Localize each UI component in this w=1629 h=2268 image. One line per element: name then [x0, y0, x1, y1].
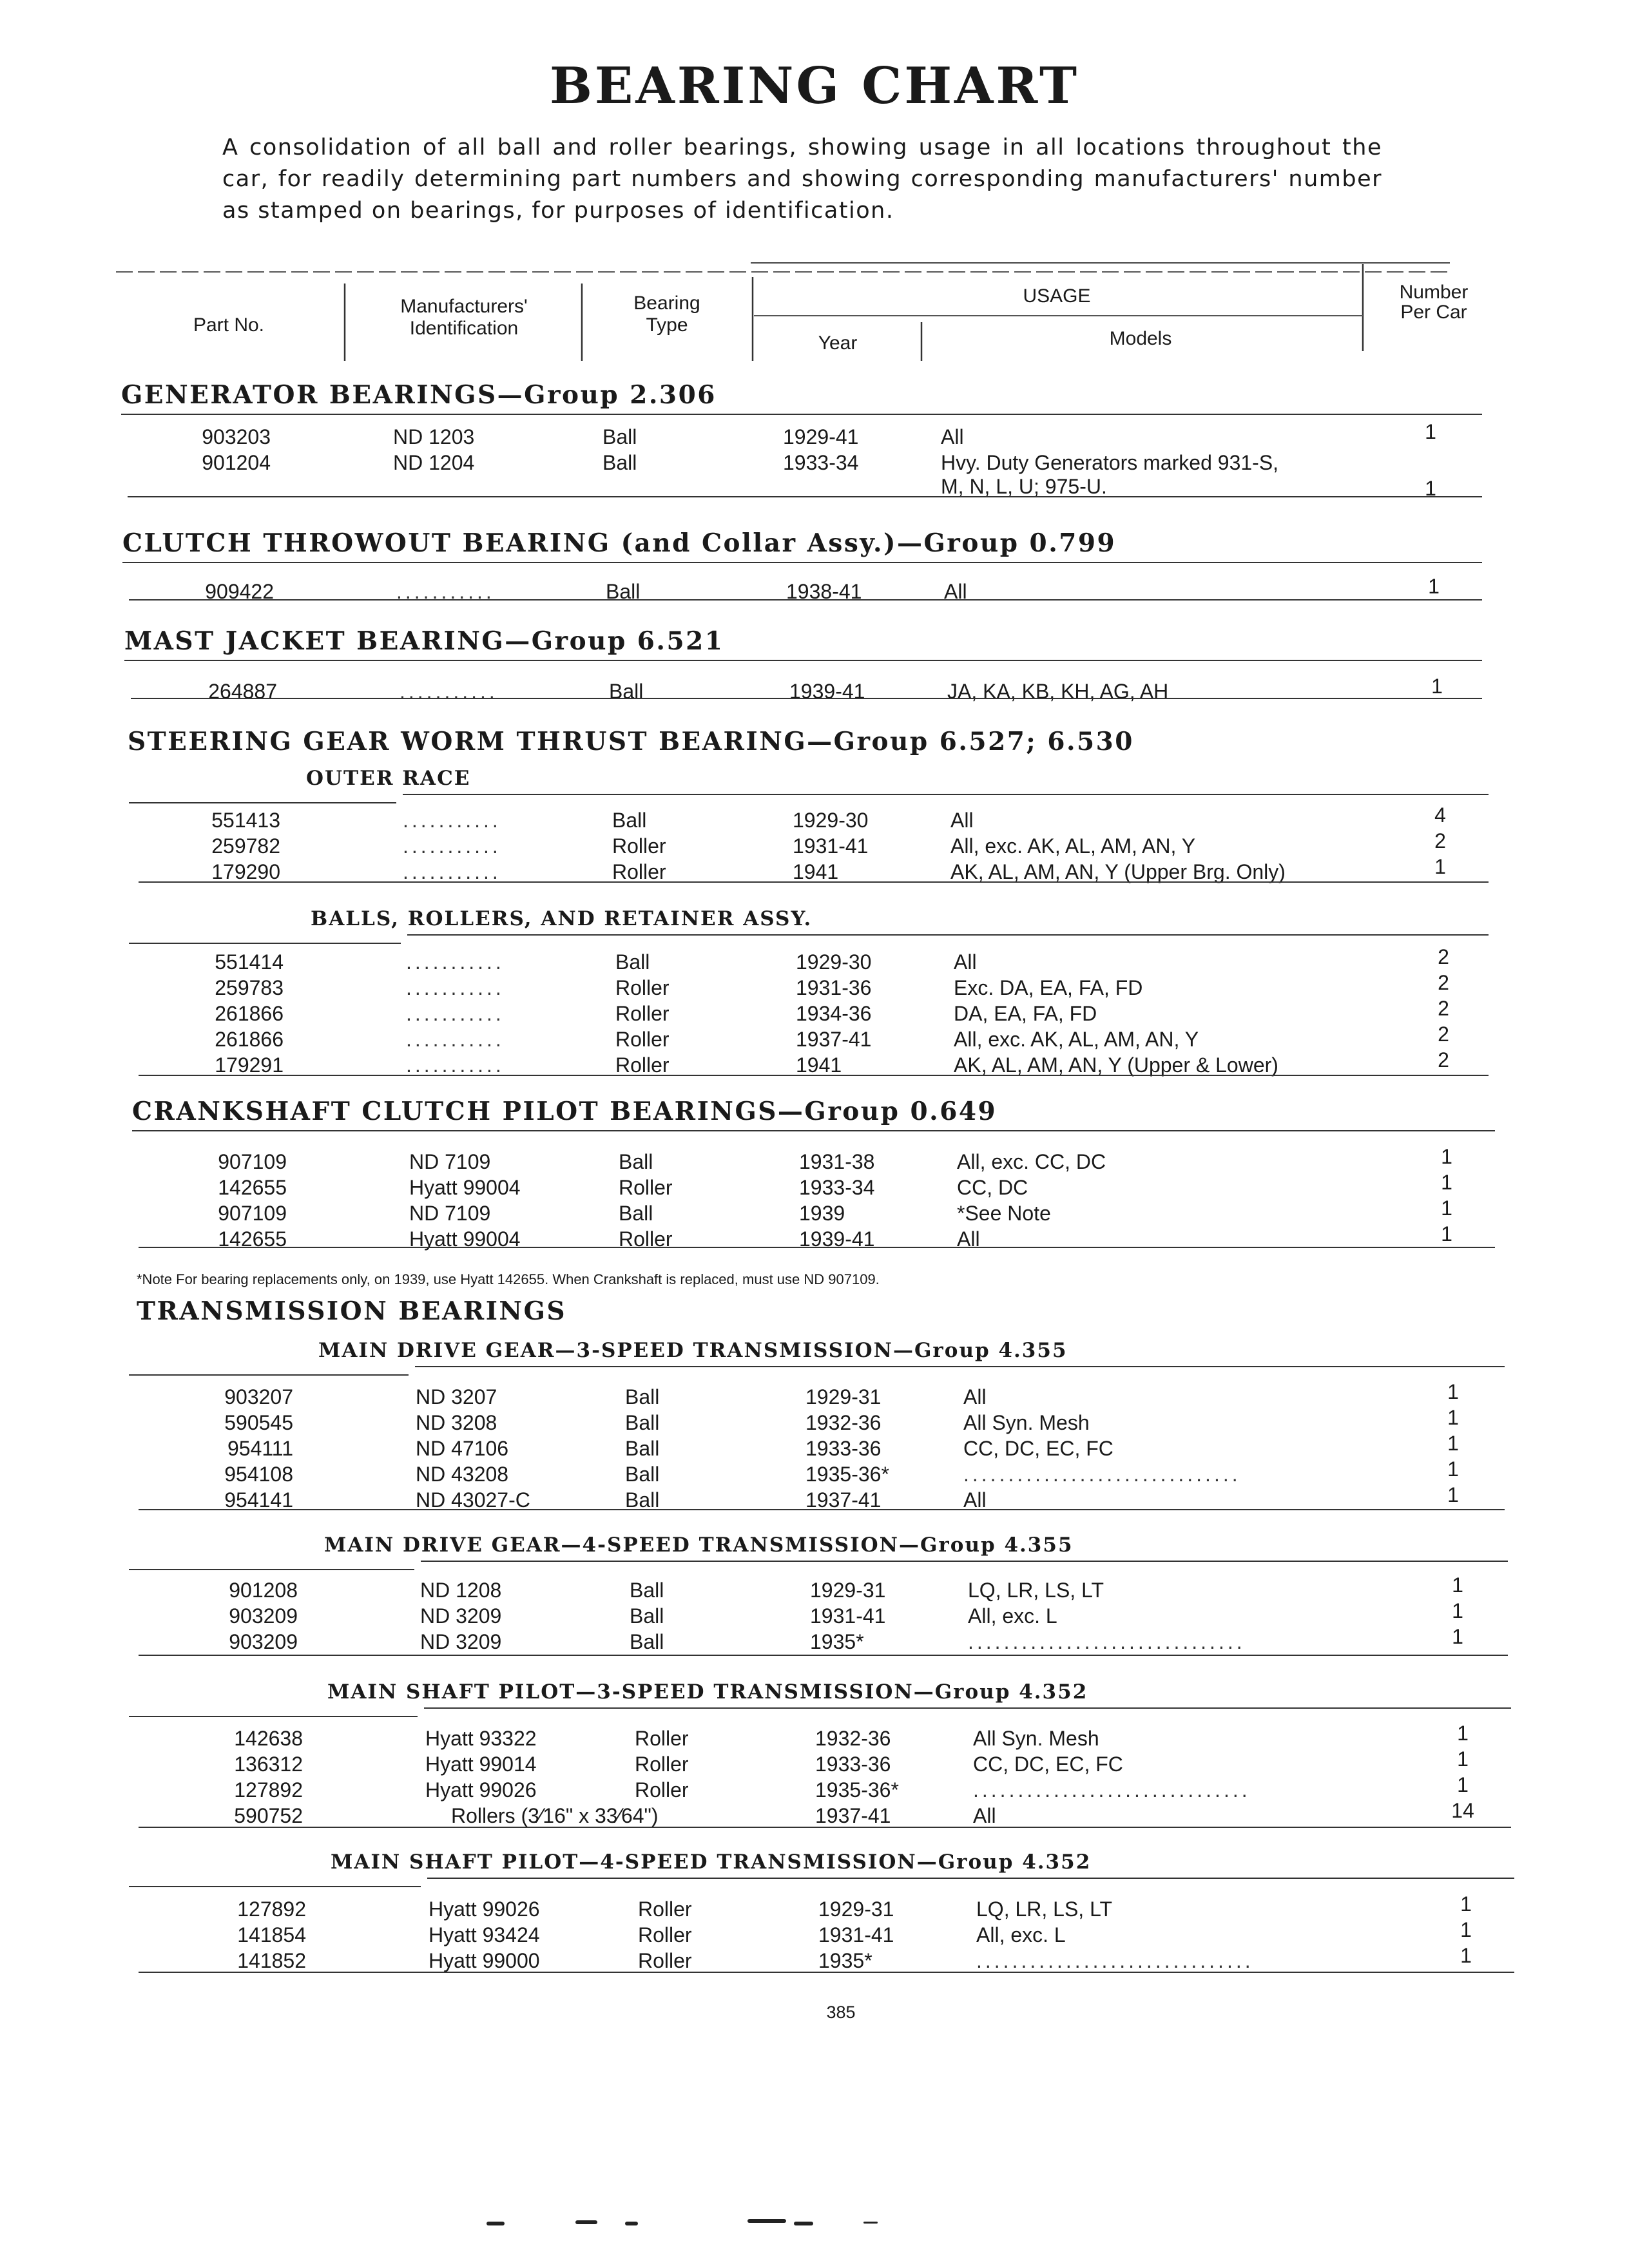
bearing-type-cell: Roller	[638, 1898, 692, 1921]
section-rule	[129, 1374, 409, 1376]
manufacturer-id-cell: ND 3209	[420, 1604, 502, 1628]
table-row	[0, 1432, 1629, 1463]
year-cell: 1931-36	[796, 976, 872, 999]
number-per-car-cell: 1	[1425, 477, 1436, 500]
number-per-car-cell: 1	[1457, 1722, 1469, 1745]
part-number-cell: 179291	[215, 1053, 284, 1077]
section-rule	[139, 1247, 1495, 1248]
manufacturer-id-cell: ...........	[400, 680, 498, 703]
manufacturer-id-cell: ND 1203	[393, 425, 475, 448]
models-cell: DA, EA, FA, FD	[954, 1002, 1097, 1025]
table-row	[0, 1599, 1629, 1630]
header-identification: Identification	[409, 318, 519, 339]
models-cell: ...............................	[976, 1949, 1254, 1972]
bearing-type-cell: Roller	[635, 1778, 689, 1802]
part-number-cell: 551413	[211, 809, 280, 832]
scan-mark	[794, 2222, 813, 2225]
table-row	[0, 945, 1629, 976]
manufacturer-id-cell: ND 3209	[420, 1630, 502, 1653]
year-cell: 1939	[799, 1202, 845, 1225]
bearing-type-cell: Ball	[625, 1463, 660, 1486]
number-per-car-cell: 1	[1447, 1432, 1459, 1455]
models-cell: All	[941, 425, 964, 448]
subsection-title: MAIN SHAFT PILOT—3-SPEED TRANSMISSION—Group 4.352	[327, 1680, 1088, 1704]
manufacturer-id-cell: Hyatt 99004	[409, 1176, 521, 1199]
table-row	[0, 575, 1629, 606]
models-cell: All	[950, 809, 974, 832]
part-number-cell: 907109	[218, 1202, 287, 1225]
manufacturer-id-cell: ...........	[403, 809, 501, 832]
intro-paragraph: A consolidation of all ball and roller bearings, showing usage in all locations throughout the car, for readily determining part numbers and showing corresponding manufacturers' number as stamped on bearings, for purposes of identification.	[222, 135, 1382, 224]
bearing-type-cell: Ball	[625, 1411, 660, 1434]
models-cell: ...............................	[963, 1463, 1241, 1486]
models-cell: AK, AL, AM, AN, Y (Upper Brg. Only)	[950, 860, 1286, 883]
year-cell: 1937-41	[815, 1804, 891, 1827]
year-cell: 1939-41	[789, 680, 865, 703]
manufacturer-id-cell: Hyatt 93322	[425, 1727, 537, 1750]
section-rule	[403, 794, 1489, 795]
models-cell: All, exc. L	[968, 1604, 1057, 1628]
section-rule	[139, 1972, 1514, 1973]
number-per-car-cell: 1	[1431, 675, 1443, 698]
bearing-type-cell: Ball	[609, 680, 644, 703]
table-row	[0, 1380, 1629, 1411]
models-cell: CC, DC, EC, FC	[963, 1437, 1113, 1460]
bearing-type-cell: Roller	[612, 860, 666, 883]
manufacturer-id-cell: ND 3207	[416, 1385, 497, 1408]
header-bearing: Bearing	[633, 293, 700, 314]
part-number-cell: 179290	[211, 860, 280, 883]
section-rule	[132, 1130, 1495, 1131]
header-type: Type	[646, 314, 688, 336]
models-cell: All, exc. L	[976, 1923, 1066, 1946]
year-cell: 1931-38	[799, 1150, 875, 1173]
table-row	[0, 420, 1629, 451]
table-row	[0, 1196, 1629, 1227]
year-cell: 1931-41	[818, 1923, 894, 1946]
year-cell: 1935*	[810, 1630, 864, 1653]
number-per-car-cell: 1	[1447, 1483, 1459, 1506]
part-number-cell: 136312	[234, 1753, 303, 1776]
number-per-car-cell: 1	[1447, 1380, 1459, 1403]
section-rule	[415, 1366, 1505, 1367]
subsection-title: OUTER RACE	[306, 767, 471, 790]
manufacturer-id-cell: ND 3208	[416, 1411, 497, 1434]
number-per-car-cell: 1	[1452, 1625, 1463, 1648]
number-per-car-cell: 1	[1428, 575, 1440, 598]
manufacturer-id-cell: ND 43027-C	[416, 1488, 530, 1512]
year-cell: 1933-34	[799, 1176, 875, 1199]
number-per-car-cell: 1	[1447, 1457, 1459, 1481]
bearing-type-cell: Roller	[619, 1227, 673, 1251]
models-cell: Exc. DA, EA, FA, FD	[954, 976, 1143, 999]
number-per-car-cell: 1	[1425, 420, 1436, 443]
section-rule	[139, 1655, 1508, 1656]
part-number-cell: 551414	[215, 950, 284, 974]
table-row	[0, 829, 1629, 860]
models-cell: ...............................	[973, 1778, 1251, 1802]
bearing-type-cell: Ball	[630, 1579, 664, 1602]
part-number-cell: 909422	[205, 580, 274, 603]
number-per-car-cell: 1	[1441, 1196, 1452, 1220]
section-rule	[421, 1561, 1508, 1562]
models-cell: AK, AL, AM, AN, Y (Upper & Lower)	[954, 1053, 1278, 1077]
models-cell: CC, DC	[957, 1176, 1028, 1199]
number-per-car-cell: 4	[1434, 803, 1446, 827]
header-manufacturers: Manufacturers'	[400, 296, 528, 317]
part-number-cell: 264887	[208, 680, 277, 703]
bearing-type-cell: Ball	[625, 1437, 660, 1460]
number-per-car-cell: 2	[1434, 829, 1446, 852]
part-number-cell: 954111	[227, 1437, 293, 1460]
year-cell: 1931-41	[810, 1604, 886, 1628]
part-number-cell: 259783	[215, 976, 284, 999]
manufacturer-id-cell: ...........	[403, 834, 501, 858]
models-cell: All	[963, 1385, 987, 1408]
year-cell: 1931-41	[793, 834, 869, 858]
table-row	[0, 1406, 1629, 1437]
year-cell: 1932-36	[805, 1411, 882, 1434]
section-title: MAST JACKET BEARING—Group 6.521	[124, 626, 724, 656]
section-title: TRANSMISSION BEARINGS	[137, 1296, 567, 1326]
bearing-type-cell: Roller	[635, 1753, 689, 1776]
section-rule	[129, 943, 401, 944]
section-rule	[121, 414, 1482, 415]
number-per-car-cell: 1	[1460, 1944, 1472, 1967]
header-year: Year	[818, 332, 858, 354]
models-cell: All Syn. Mesh	[963, 1411, 1090, 1434]
table-row	[0, 1918, 1629, 1949]
year-cell: 1935-36*	[815, 1778, 899, 1802]
models-cell: LQ, LR, LS, LT	[968, 1579, 1104, 1602]
part-number-cell: 127892	[237, 1898, 306, 1921]
scan-mark	[575, 2220, 597, 2224]
year-cell: 1937-41	[805, 1488, 882, 1512]
part-number-cell: 901208	[229, 1579, 298, 1602]
table-row	[0, 1145, 1629, 1176]
manufacturer-id-cell: Hyatt 99014	[425, 1753, 537, 1776]
year-cell: 1938-41	[786, 580, 862, 603]
year-cell: 1932-36	[815, 1727, 891, 1750]
models-cell: All, exc. AK, AL, AM, AN, Y	[954, 1028, 1199, 1051]
section-title: STEERING GEAR WORM THRUST BEARING—Group 6.527; 6.530	[128, 727, 1134, 756]
number-per-car-cell: 2	[1438, 997, 1449, 1020]
year-cell: 1929-30	[793, 809, 869, 832]
manufacturer-id-cell: Hyatt 99000	[429, 1949, 540, 1972]
bearing-type-cell: Roller	[619, 1176, 673, 1199]
section-rule	[131, 698, 1482, 699]
table-row	[0, 1892, 1629, 1923]
subsection-title: BALLS, ROLLERS, AND RETAINER ASSY.	[311, 907, 813, 930]
manufacturer-id-cell: Hyatt 93424	[429, 1923, 540, 1946]
part-number-cell: 261866	[215, 1028, 284, 1051]
bearing-type-cell: Roller	[635, 1727, 689, 1750]
section-rule	[129, 802, 396, 803]
section-rule	[139, 1509, 1505, 1510]
table-row	[0, 1171, 1629, 1202]
scan-mark	[487, 2222, 505, 2225]
bearing-type-cell: Ball	[625, 1488, 660, 1512]
number-per-car-cell: 1	[1447, 1406, 1459, 1429]
table-row	[0, 1747, 1629, 1778]
manufacturer-id-cell: ND 7109	[409, 1150, 491, 1173]
bearing-type-cell: Ball	[619, 1150, 653, 1173]
section-rule	[139, 881, 1489, 883]
year-cell: 1933-36	[805, 1437, 882, 1460]
bearing-type-cell: Roller	[615, 976, 670, 999]
section-rule	[139, 1827, 1511, 1828]
bearing-type-cell: Ball	[606, 580, 641, 603]
number-per-car-cell: 2	[1438, 971, 1449, 994]
manufacturer-id-cell: ...........	[406, 1002, 505, 1025]
manufacturer-id-cell: Hyatt 99026	[425, 1778, 537, 1802]
table-row	[0, 451, 1629, 500]
manufacturer-id-cell: ...........	[403, 860, 501, 883]
part-number-cell: 142655	[218, 1227, 287, 1251]
section-rule	[139, 1075, 1489, 1076]
models-cell: ...............................	[968, 1630, 1246, 1653]
part-number-cell: 142655	[218, 1176, 287, 1199]
section-title: GENERATOR BEARINGS—Group 2.306	[121, 380, 717, 410]
section-title: CLUTCH THROWOUT BEARING (and Collar Assy.)—Group 0.799	[122, 528, 1117, 558]
manufacturer-id-cell: ND 1208	[420, 1579, 502, 1602]
header-number: Number	[1399, 282, 1469, 303]
subsection-title: MAIN DRIVE GEAR—4-SPEED TRANSMISSION—Group 4.355	[324, 1533, 1074, 1557]
year-cell: 1937-41	[796, 1028, 872, 1051]
bearing-type-cell: Ball	[615, 950, 650, 974]
scan-mark	[863, 2222, 878, 2224]
manufacturer-id-cell: ...........	[406, 950, 505, 974]
year-cell: 1933-36	[815, 1753, 891, 1776]
bearing-type-cell: Roller	[638, 1949, 692, 1972]
year-cell: 1934-36	[796, 1002, 872, 1025]
number-per-car-cell: 1	[1452, 1573, 1463, 1597]
scan-mark	[747, 2219, 786, 2223]
header-models: Models	[1109, 328, 1172, 349]
part-number-cell: 127892	[234, 1778, 303, 1802]
number-per-car-cell: 1	[1460, 1892, 1472, 1916]
part-number-cell: 590752	[234, 1804, 303, 1827]
number-per-car-cell: 1	[1452, 1599, 1463, 1622]
year-cell: 1929-31	[810, 1579, 886, 1602]
manufacturer-id-cell: ...........	[396, 580, 495, 603]
manufacturer-id-cell: ND 7109	[409, 1202, 491, 1225]
section-rule	[122, 562, 1482, 563]
subsection-title: MAIN SHAFT PILOT—4-SPEED TRANSMISSION—Group 4.352	[331, 1850, 1092, 1874]
number-per-car-cell: 1	[1434, 855, 1446, 878]
bearing-type-cell: Ball	[625, 1385, 660, 1408]
models-cell: All Syn. Mesh	[973, 1727, 1099, 1750]
header-usage: USAGE	[1023, 285, 1091, 307]
number-per-car-cell: 1	[1441, 1222, 1452, 1245]
number-per-car-cell: 2	[1438, 1023, 1449, 1046]
part-number-cell: 259782	[211, 834, 280, 858]
models-cell: Hvy. Duty Generators marked 931-S,	[941, 451, 1279, 474]
table-row	[0, 1944, 1629, 1975]
bearing-type-cell: Ball	[630, 1604, 664, 1628]
bearing-type-cell: Roller	[615, 1028, 670, 1051]
bearing-type-cell: Ball	[619, 1202, 653, 1225]
models-cell: *See Note	[957, 1202, 1051, 1225]
number-per-car-cell: 2	[1438, 945, 1449, 968]
models-cell: JA, KA, KB, KH, AG, AH	[947, 680, 1169, 703]
part-number-cell: 590545	[224, 1411, 293, 1434]
year-cell: 1929-31	[818, 1898, 894, 1921]
models-cell: All, exc. AK, AL, AM, AN, Y	[950, 834, 1196, 858]
manufacturer-id-cell: ...........	[406, 1053, 505, 1077]
models-cell: CC, DC, EC, FC	[973, 1753, 1123, 1776]
part-number-cell: 901204	[202, 451, 271, 474]
models-cell: All, exc. CC, DC	[957, 1150, 1106, 1173]
number-per-car-cell: 1	[1457, 1773, 1469, 1796]
manufacturer-id-cell: ND 43208	[416, 1463, 509, 1486]
year-cell: 1929-31	[805, 1385, 882, 1408]
crankshaft-footnote: *Note For bearing replacements only, on 1939, use Hyatt 142655. When Crankshaft is replaced, must use ND 907109.	[137, 1271, 880, 1287]
models-cell: All	[944, 580, 967, 603]
year-cell: 1935*	[818, 1949, 872, 1972]
table-row	[0, 1457, 1629, 1488]
bearing-type-cell: Ball	[602, 451, 637, 474]
part-number-cell: 261866	[215, 1002, 284, 1025]
bearing-type-cell: Ball	[602, 425, 637, 448]
models-cell-continued: M, N, L, U; 975-U.	[941, 475, 1107, 498]
page-title: BEARING CHART	[549, 57, 1080, 115]
page-number: 385	[826, 2003, 856, 2022]
part-number-cell: 903203	[202, 425, 271, 448]
header-per-car: Per Car	[1400, 302, 1467, 323]
part-number-cell: 903209	[229, 1630, 298, 1653]
table-row	[0, 1023, 1629, 1053]
subsection-title: MAIN DRIVE GEAR—3-SPEED TRANSMISSION—Group 4.355	[318, 1339, 1068, 1362]
number-per-car-cell: 1	[1441, 1145, 1452, 1168]
header-part-no: Part No.	[193, 314, 265, 336]
number-per-car-cell: 14	[1451, 1799, 1474, 1822]
table-row	[0, 1773, 1629, 1804]
year-cell: 1941	[796, 1053, 842, 1077]
year-cell: 1929-30	[796, 950, 872, 974]
bearing-type-cell: Roller	[615, 1002, 670, 1025]
table-row	[0, 1722, 1629, 1753]
year-cell: 1933-34	[783, 451, 859, 474]
part-number-cell: 903207	[224, 1385, 293, 1408]
models-cell: All	[973, 1804, 996, 1827]
part-number-cell: 954141	[224, 1488, 293, 1512]
manufacturer-id-cell: ...........	[406, 976, 505, 999]
section-rule	[424, 1707, 1511, 1709]
bearing-type-cell: Roller	[615, 1053, 670, 1077]
part-number-cell: 954108	[224, 1463, 293, 1486]
part-number-cell: 141854	[237, 1923, 306, 1946]
table-row	[0, 1222, 1629, 1253]
bearing-type-cell: Ball	[630, 1630, 664, 1653]
bearing-type-cell: Ball	[612, 809, 647, 832]
section-rule	[129, 599, 1482, 601]
section-rule	[407, 934, 1489, 936]
table-row	[0, 675, 1629, 706]
number-per-car-cell: 2	[1438, 1048, 1449, 1072]
year-cell: 1929-41	[783, 425, 859, 448]
scan-mark	[625, 2222, 638, 2225]
table-row	[0, 1799, 1629, 1830]
models-cell: All	[954, 950, 977, 974]
section-rule	[128, 496, 1482, 497]
models-cell: All	[963, 1488, 987, 1512]
manufacturer-id-cell: ...........	[406, 1028, 505, 1051]
models-cell: LQ, LR, LS, LT	[976, 1898, 1113, 1921]
number-per-car-cell: 1	[1460, 1918, 1472, 1941]
part-number-cell: 903209	[229, 1604, 298, 1628]
section-rule	[129, 1569, 414, 1570]
part-number-cell: 142638	[234, 1727, 303, 1750]
table-row	[0, 803, 1629, 834]
manufacturer-id-cell: ND 47106	[416, 1437, 509, 1460]
part-number-cell: 907109	[218, 1150, 287, 1173]
table-row	[0, 1573, 1629, 1604]
manufacturer-id-cell: ND 1204	[393, 451, 475, 474]
manufacturer-id-cell: Hyatt 99004	[409, 1227, 521, 1251]
table-row	[0, 1483, 1629, 1514]
models-cell: All	[957, 1227, 980, 1251]
number-per-car-cell: 1	[1441, 1171, 1452, 1194]
part-number-cell: 141852	[237, 1949, 306, 1972]
year-cell: 1939-41	[799, 1227, 875, 1251]
table-row	[0, 997, 1629, 1028]
bearing-type-cell: Roller	[638, 1923, 692, 1946]
number-per-car-cell: 1	[1457, 1747, 1469, 1771]
section-title: CRANKSHAFT CLUTCH PILOT BEARINGS—Group 0.649	[132, 1097, 998, 1126]
section-rule	[129, 1886, 421, 1887]
year-cell: 1941	[793, 860, 839, 883]
table-row	[0, 1625, 1629, 1656]
section-rule	[124, 660, 1482, 661]
section-rule	[129, 1716, 418, 1717]
manufacturer-id-cell: Rollers (3⁄16" x 33⁄64")	[451, 1804, 659, 1827]
table-row	[0, 971, 1629, 1002]
manufacturer-id-cell: Hyatt 99026	[429, 1898, 540, 1921]
year-cell: 1935-36*	[805, 1463, 889, 1486]
bearing-type-cell: Roller	[612, 834, 666, 858]
section-rule	[427, 1878, 1514, 1879]
